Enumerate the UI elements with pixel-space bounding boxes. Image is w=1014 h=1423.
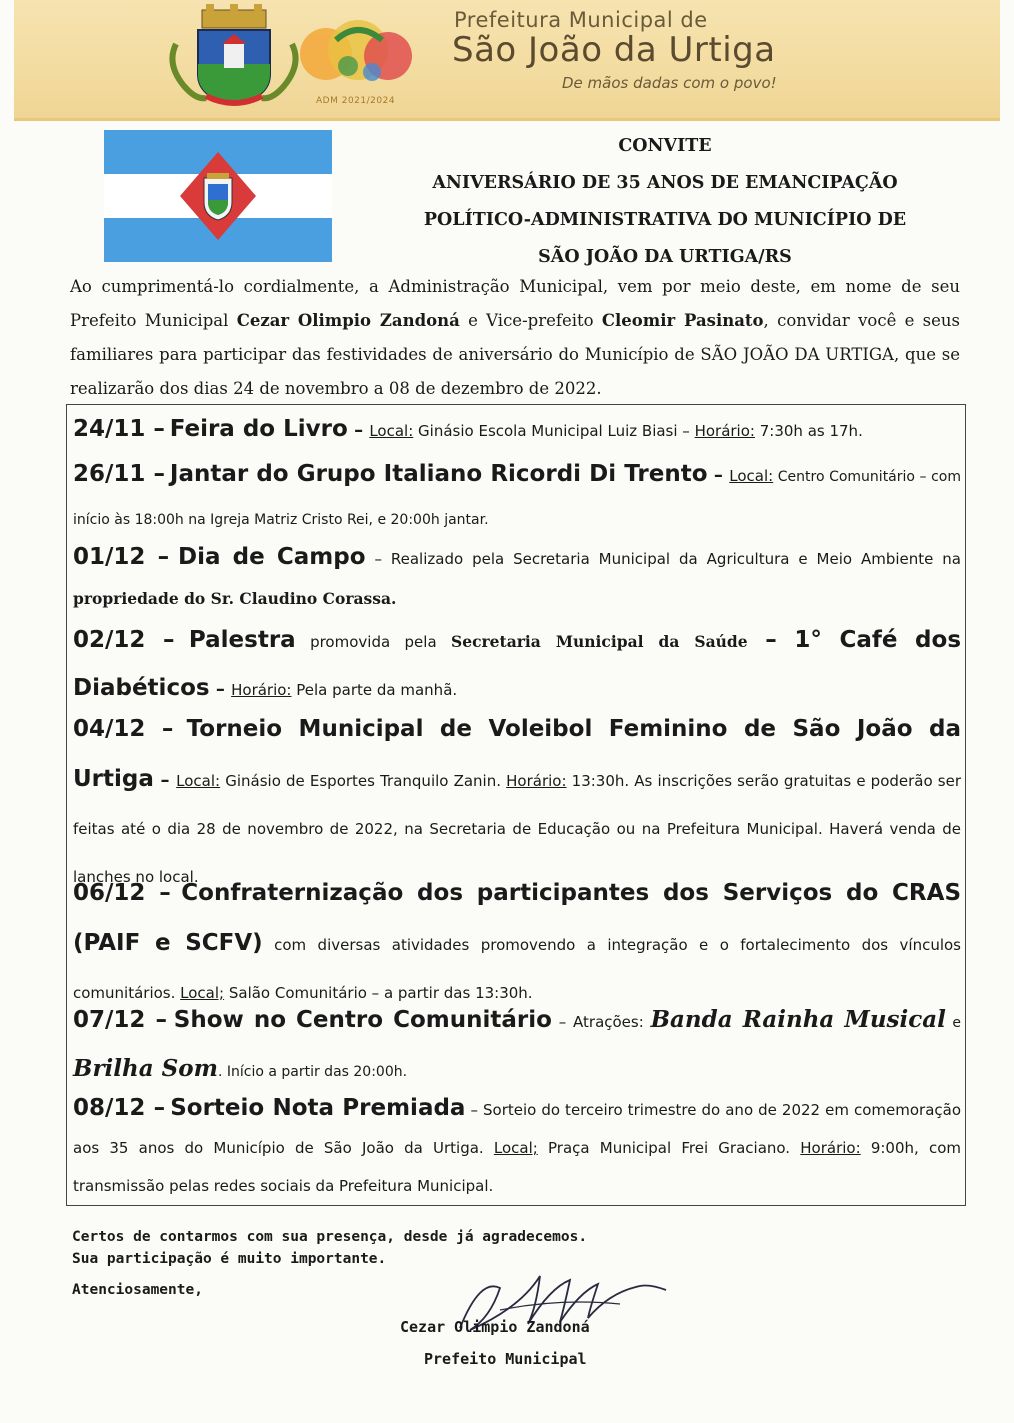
- event-item: [73, 1089, 961, 1205]
- event-location-bold: propriedade do Sr. Claudino Corassa.: [73, 589, 397, 608]
- title-convite: CONVITE: [618, 136, 712, 156]
- event-details: promovida pela: [295, 633, 452, 651]
- closing-line-2: Sua participação é muito importante.: [72, 1251, 387, 1267]
- adm-years: ADM 2021/2024: [316, 96, 396, 106]
- separator: –: [347, 420, 370, 441]
- event-local: Salão Comunitário – a partir das 13:30h.: [224, 984, 533, 1002]
- event-details: – Realizado pela Secretaria Municipal da Agricultura e Meio Ambiente na: [365, 550, 961, 568]
- vice-mayor-name: Cleomir Pasinato: [601, 311, 764, 330]
- event-details: 13:30h. As inscrições serão gratuitas e poderão ser feitas até o dia 28 de novembro de 2022, na Secretaria de Educação ou na Prefeitura Municipal. Haverá venda de lanches no local.: [73, 772, 962, 886]
- event-time: . Início a partir das 20:00h.: [217, 1064, 408, 1080]
- event-local: Ginásio de Esportes Tranquilo Zanin.: [220, 772, 507, 790]
- title-line-4: SÃO JOÃO DA URTIGA/RS: [538, 247, 792, 267]
- event-name: Torneio Municipal de Voleibol Feminino de São João da Urtiga: [73, 716, 961, 792]
- event-item: [73, 537, 961, 619]
- local-label: Local:: [729, 467, 774, 485]
- separator: –: [209, 679, 232, 700]
- signer-name: Cezar Olimpio Zandoná: [400, 1318, 590, 1336]
- intro-paragraph: [70, 270, 960, 406]
- event-item: [73, 617, 961, 713]
- event-name: Show no Centro Comunitário: [173, 1007, 552, 1033]
- event-name: Sorteio Nota Premiada: [170, 1095, 466, 1121]
- time-label: Horário:: [231, 681, 292, 699]
- time-label: Horário:: [506, 772, 567, 790]
- event-date: 08/12 –: [73, 1095, 166, 1121]
- intro-text: e Vice-prefeito: [459, 311, 602, 330]
- event-time: 7:30h as 17h.: [754, 422, 863, 440]
- intro-text: Ao cumprimentá-lo cordialmente, a Administração Municipal, vem por meio deste, em nome de seu Prefeito Municipal: [70, 277, 960, 330]
- signer-title: Prefeito Municipal: [424, 1350, 587, 1368]
- event-date: 04/12 –: [73, 716, 174, 742]
- event-date: 02/12 –: [73, 627, 175, 653]
- city-name: São João da Urtiga: [452, 30, 776, 70]
- event-details: Centro Comunitário – com início às 18:00h na Igreja Matriz Cristo Rei, e 20:00h jantar.: [73, 469, 961, 528]
- conjunction: e: [945, 1015, 961, 1031]
- band-name: Banda Rainha Musical: [650, 1006, 946, 1033]
- event-local: Praça Municipal Frei Graciano.: [537, 1139, 801, 1157]
- band-name: Brilha Som: [73, 1055, 218, 1082]
- local-label: Local;: [180, 984, 225, 1002]
- event-date: 06/12 –: [73, 880, 171, 906]
- municipal-flag-icon: [104, 130, 332, 262]
- event-item: [73, 997, 961, 1095]
- event-date: 26/11 –: [73, 461, 166, 487]
- regards: Atenciosamente,: [72, 1282, 203, 1298]
- mayor-name: Cezar Olimpio Zandoná: [236, 311, 460, 330]
- event-schedule: [66, 404, 966, 1206]
- local-label: Local;: [493, 1139, 538, 1157]
- event-item: [73, 869, 961, 1017]
- event-organizer: Secretaria Municipal da Saúde: [451, 632, 748, 651]
- event-name-2: – 1° Café dos Diabéticos: [73, 627, 962, 701]
- local-label: Local:: [369, 422, 414, 440]
- event-name: Dia de Campo: [178, 544, 366, 570]
- event-name: Confraternização dos participantes dos Serviços do CRAS (PAIF e SCFV): [73, 880, 962, 956]
- separator: –: [707, 465, 730, 486]
- event-name: Feira do Livro: [169, 416, 348, 442]
- event-date: 24/11 –: [73, 416, 165, 442]
- event-date: 01/12 –: [73, 544, 170, 570]
- event-details: – Atrações:: [551, 1013, 651, 1031]
- administration-logo-icon: [296, 10, 416, 106]
- event-time: 9:00h, com transmissão pelas redes sociais da Prefeitura Municipal.: [73, 1139, 962, 1195]
- event-details: – Sorteio do terceiro trimestre do ano de 2022 em comemoração aos 35 anos do Município de São João da Urtiga.: [73, 1101, 961, 1157]
- time-label: Horário:: [800, 1139, 861, 1157]
- local-label: Local:: [176, 772, 221, 790]
- event-name: Palestra: [188, 627, 296, 653]
- separator: –: [153, 770, 177, 791]
- event-local: Ginásio Escola Municipal Luiz Biasi –: [413, 422, 695, 440]
- title-line-2: ANIVERSÁRIO DE 35 ANOS DE EMANCIPAÇÃO: [432, 173, 898, 193]
- event-details: com diversas atividades promovendo a integração e o fortalecimento dos vínculos comunitários.: [73, 936, 961, 1002]
- intro-text: , convidar você e seus familiares para participar das festividades de aniversário do Município de SÃO JOÃO DA URTIGA, que se realizarão dos dias 24 de novembro a 08 de dezembro de 2022.: [70, 311, 961, 398]
- closing-line-1: Certos de contarmos com sua presença, desde já agradecemos.: [72, 1229, 588, 1245]
- coat-of-arms-icon: [166, 4, 302, 108]
- event-name: Jantar do Grupo Italiano Ricordi Di Trento: [169, 461, 708, 487]
- event-item: [73, 409, 961, 451]
- letterhead: [14, 0, 1000, 121]
- event-time: Pela parte da manhã.: [291, 681, 458, 699]
- time-label: Horário:: [694, 422, 755, 440]
- event-item: [73, 453, 961, 541]
- title-line-3: POLÍTICO-ADMINISTRATIVA DO MUNICÍPIO DE: [423, 210, 907, 230]
- slogan: De mãos dadas com o povo!: [562, 74, 777, 92]
- event-date: 07/12 –: [73, 1007, 167, 1033]
- prefecture-label: Prefeitura Municipal de: [454, 8, 708, 32]
- invitation-title: [360, 128, 970, 276]
